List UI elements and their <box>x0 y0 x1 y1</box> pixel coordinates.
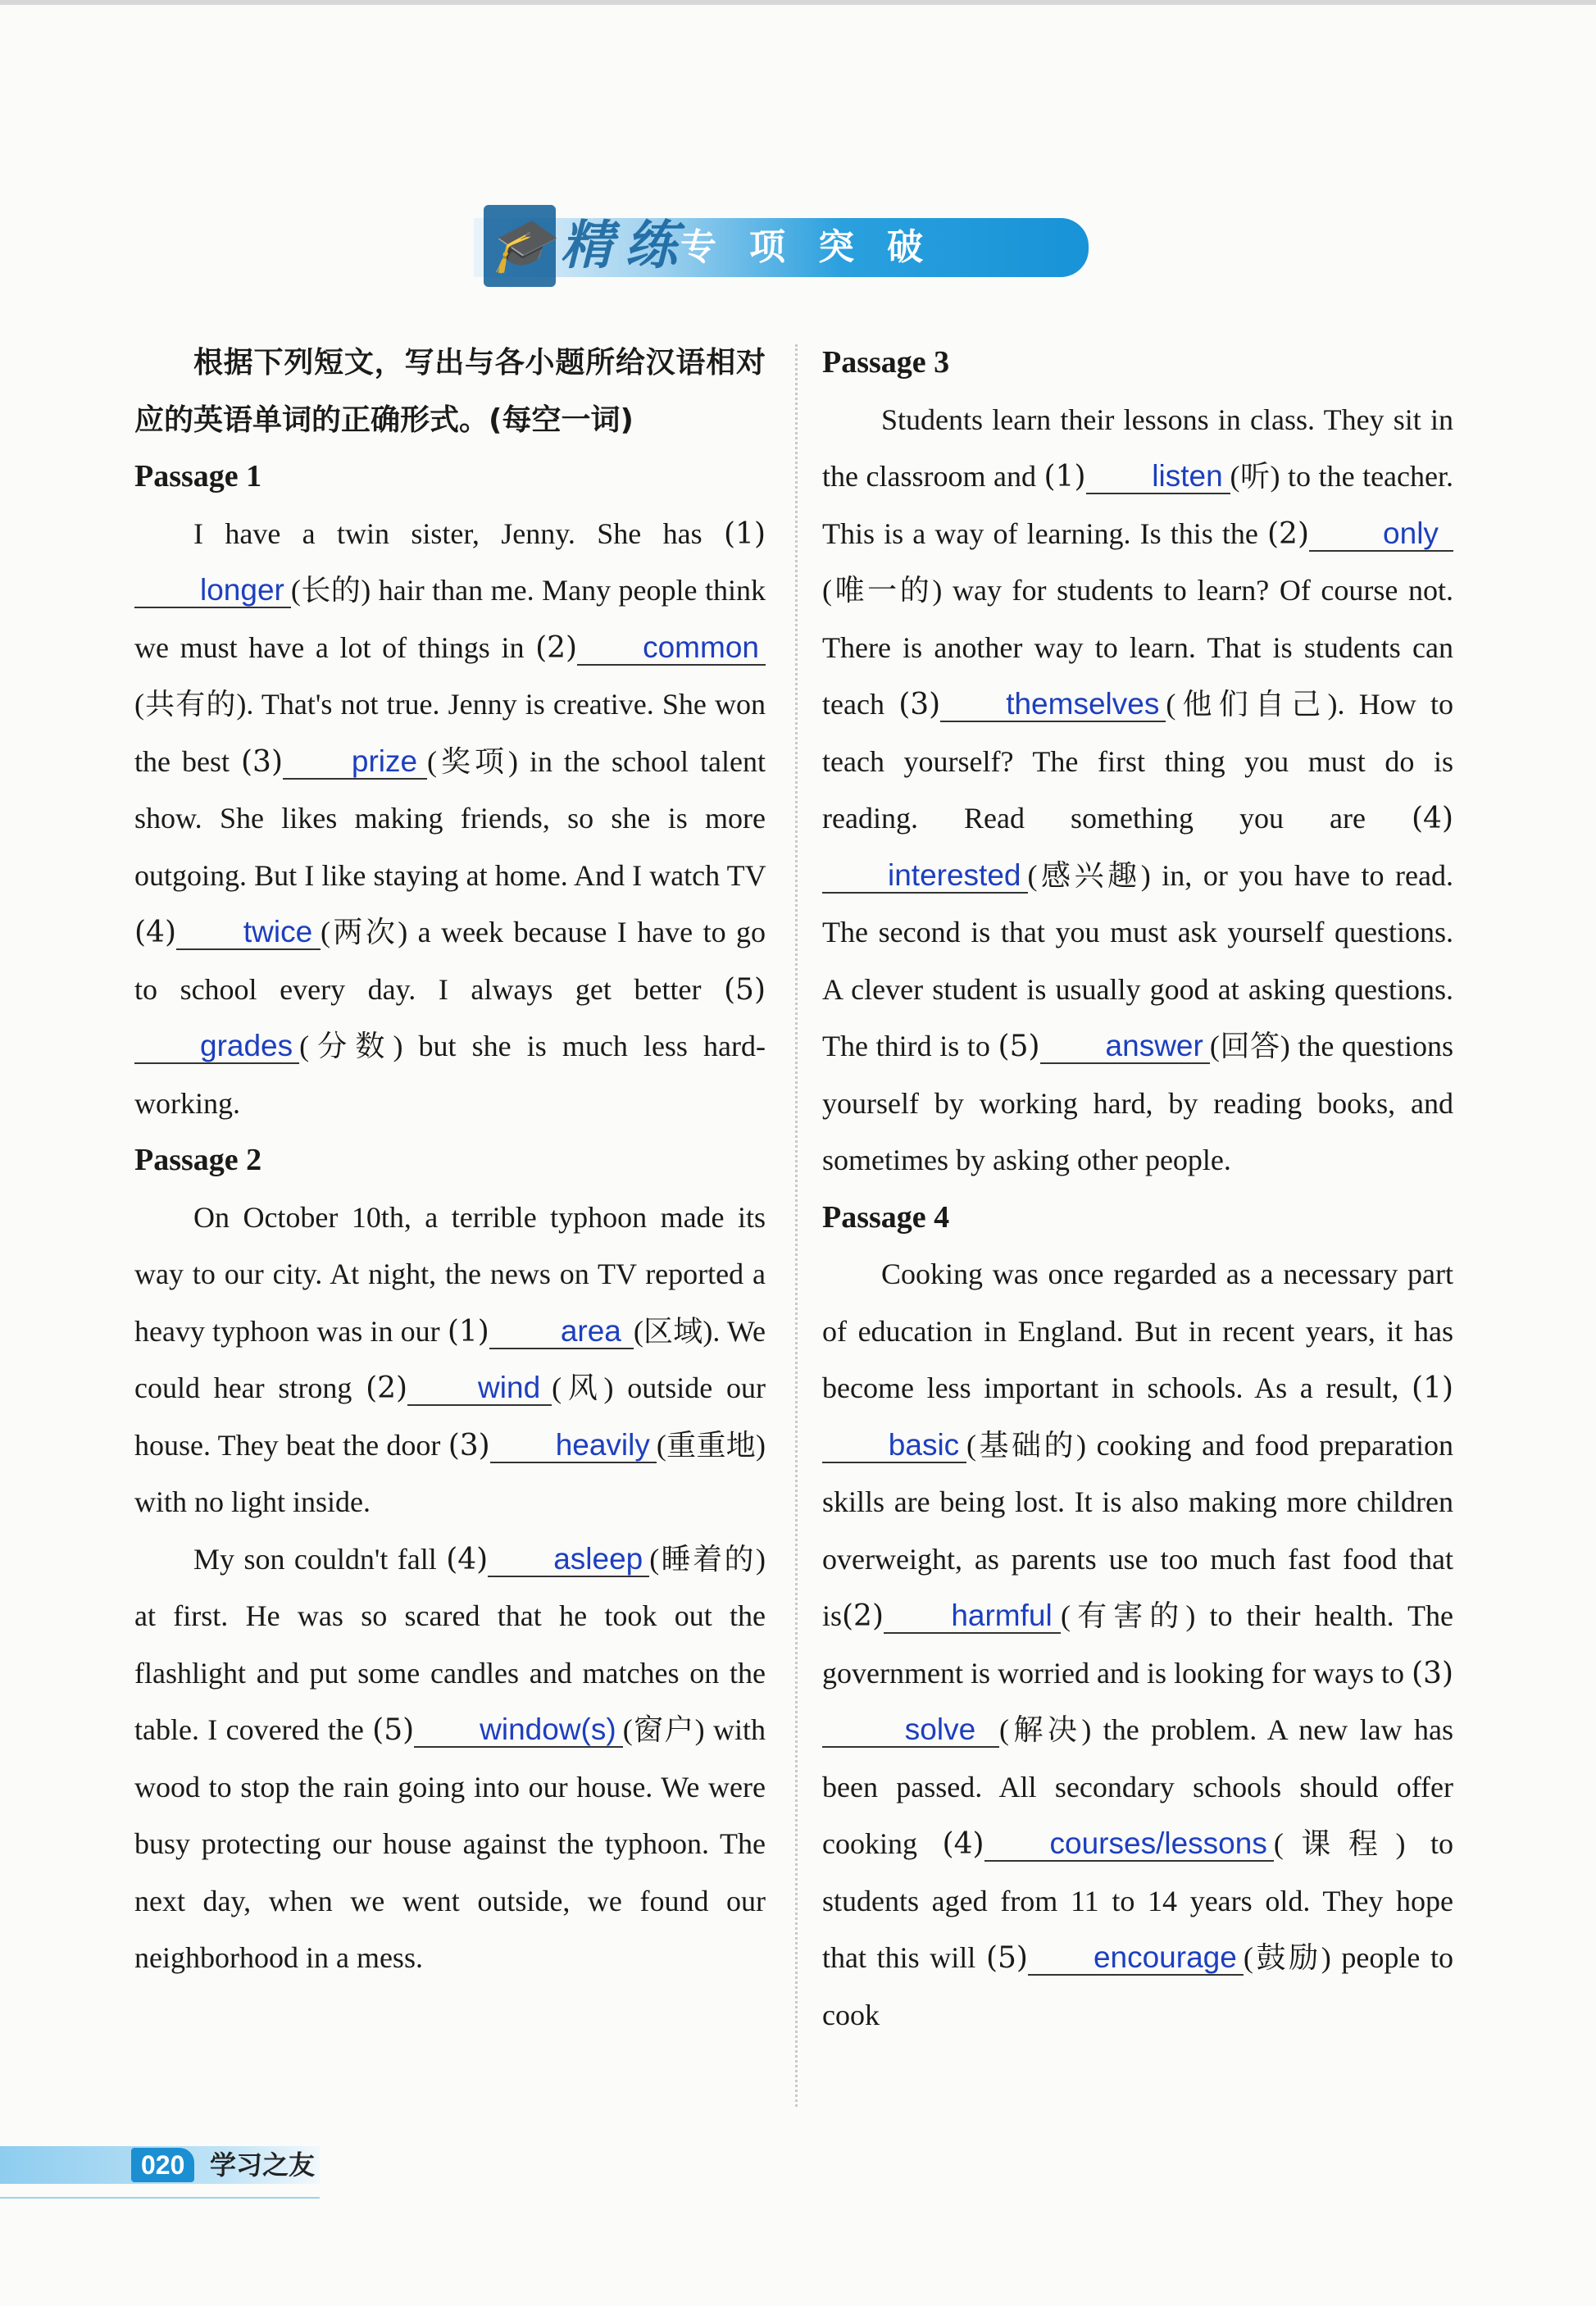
footer-line <box>0 2197 320 2199</box>
answer-blank[interactable]: solve <box>822 1713 999 1748</box>
answer-blank[interactable]: prize <box>283 745 427 780</box>
passage-title: Passage 2 <box>134 1143 262 1177</box>
instruction-text: 根据下列短文，写出与各小题所给汉语相对应的英语单词的正确形式。(每空一词) <box>134 346 766 437</box>
answer-blank[interactable]: twice <box>176 916 321 950</box>
answer-blank[interactable]: interested <box>822 859 1028 894</box>
passage-2-body-part2: My son couldn't fall (4) asleep (睡着的) at first. He was so scared that he took out the flashlight and put some candles and matches on the table. I covered the (5) window(s) (窗户) with wood to stop the rain going into our house. We were busy protecting our house against the typhoon. The next day, when we went outside, we found our neighborhood in a mess. <box>134 1541 766 1974</box>
answer-blank[interactable]: basic <box>822 1429 966 1463</box>
column-divider <box>795 344 798 2107</box>
publication-name: 学习之友 <box>210 2149 316 2181</box>
right-column <box>822 334 1453 2044</box>
page-number: 020 <box>131 2148 194 2182</box>
left-column <box>134 334 766 1987</box>
answer-blank[interactable]: answer <box>1040 1030 1210 1064</box>
answer-blank[interactable]: wind <box>407 1371 552 1406</box>
answer-blank[interactable]: heavily <box>490 1429 657 1463</box>
passage-4-body: Cooking was once regarded as a necessary part of education in England. But in recent years, it has become less important in schools. As a result, (1)basic (基础的) cooking and food preparation skills are being lost. It is also making more children overweight, as parents use too much fast food that is(2) harmful (有害的) to their health. The government is worried and is looking for ways to (3)solve (解决) the problem. A new law has been passed. All secondary schools should offer cooking (4) courses/lessons (课程) to students aged from 11 to 14 years old. They hope that this will (5) encourage (鼓励) people to cook <box>822 1258 1454 2031</box>
answer-blank[interactable]: common <box>577 631 766 666</box>
top-edge-line <box>0 0 1596 5</box>
graduation-cap-icon: 🎓 <box>484 205 556 287</box>
banner-logo <box>484 205 705 287</box>
banner-title: 专项突破 <box>680 226 956 268</box>
answer-blank[interactable]: only <box>1309 517 1453 552</box>
answer-blank[interactable]: window(s) <box>414 1713 623 1748</box>
answer-blank[interactable]: themselves <box>940 688 1166 722</box>
passage-3-body: Students learn their lessons in class. They sit in the classroom and (1) listen (听) to the teacher. This is a way of learning. Is this the (2) only(唯一的) way for students to learn? Of course not. There is another way to learn. That is students can teach (3) themselves (他们自己). How to teach yourself? The first thing you must do is reading. Read something you are (4)interested (感兴趣) in, or you have to read. The second is that you must ask yourself questions. A clever student is usually good at asking questions. The third is to (5) answer (回答) the questions yourself by working hard, by reading books, and sometimes by asking other people. <box>822 403 1454 1176</box>
answer-blank[interactable]: longer <box>134 574 291 608</box>
passage-title: Passage 4 <box>822 1199 950 1235</box>
answer-blank[interactable]: harmful <box>884 1599 1061 1634</box>
passage-2-body: On October 10th, a terrible typhoon made its way to our city. At night, the news on TV reported a heavy typhoon was in our (1) area (区域). We could hear strong (2) wind (风) outside our house. They beat the door (3) heavily (重重地) with no light inside. <box>134 1200 766 1518</box>
passage-1-body: I have a twin sister, Jenny. She has (1)longer (长的) hair than me. Many people think we must have a lot of things in (2) common(共有的). That's not true. Jenny is creative. She won the best (3) prize (奖项) in the school talent show. She likes making friends, so she is more outgoing. But I like staying at home. And I watch TV (4) twice (两次) a week because I have to go to school every day. I always get better (5)grades (分数) but she is much less hard-working. <box>134 516 766 1120</box>
passage-title: Passage 1 <box>134 459 262 493</box>
passage-title: Passage 3 <box>822 345 950 380</box>
banner-logo-text: 精 练 <box>560 216 674 276</box>
answer-blank[interactable]: grades <box>134 1030 299 1064</box>
answer-blank[interactable]: encourage <box>1028 1941 1244 1976</box>
answer-blank[interactable]: asleep <box>488 1543 649 1577</box>
answer-blank[interactable]: listen <box>1086 460 1230 494</box>
answer-blank[interactable]: courses/lessons <box>984 1827 1274 1862</box>
answer-blank[interactable]: area <box>489 1315 634 1349</box>
